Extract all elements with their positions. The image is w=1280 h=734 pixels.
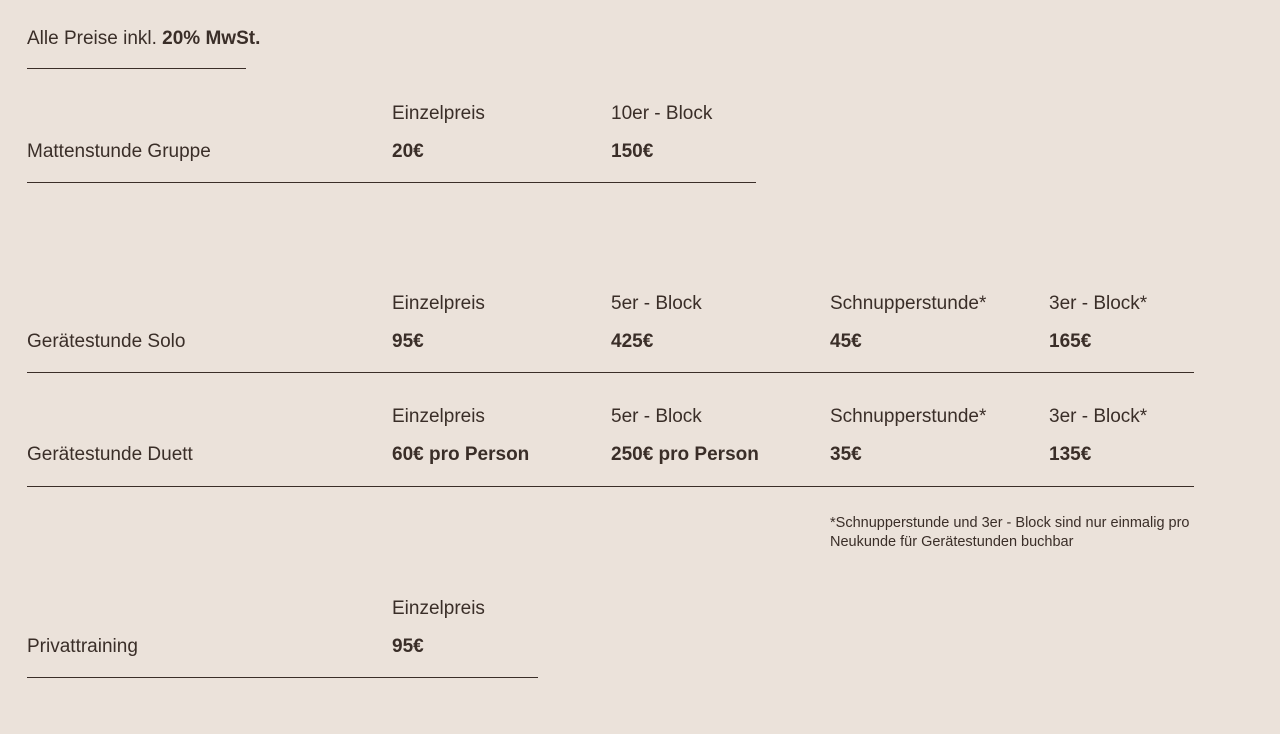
price-schnupperstunde: 45€ (830, 331, 862, 352)
intro-divider (27, 68, 246, 69)
header-5er-block: 5er - Block (611, 293, 702, 314)
vat-notice-rate: 20% MwSt. (162, 28, 261, 49)
price-einzelpreis: 95€ (392, 636, 424, 657)
header-einzelpreis: Einzelpreis (392, 598, 485, 619)
section-divider (27, 182, 756, 183)
service-name: Gerätestunde Duett (27, 444, 193, 465)
vat-notice (27, 27, 260, 51)
price-schnupperstunde: 35€ (830, 444, 862, 465)
price-3er-block: 165€ (1049, 331, 1092, 352)
service-name: Mattenstunde Gruppe (27, 141, 211, 162)
section-divider (27, 677, 538, 678)
header-einzelpreis: Einzelpreis (392, 103, 485, 124)
price-einzelpreis: 60€ pro Person (392, 444, 530, 465)
header-3er-block: 3er - Block* (1049, 293, 1148, 314)
header-10er-block: 10er - Block (611, 103, 713, 124)
section-divider (27, 486, 1194, 487)
service-name: Privattraining (27, 636, 138, 657)
section-divider (27, 372, 1194, 373)
header-3er-block: 3er - Block* (1049, 406, 1148, 427)
price-einzelpreis: 95€ (392, 331, 424, 352)
price-10er-block: 150€ (611, 141, 654, 162)
vat-notice-prefix: Alle Preise inkl. (27, 28, 157, 49)
footnote: *Schnupperstunde und 3er - Block sind nur einmalig pro Neukunde für Gerätestunden buchbar (830, 515, 1190, 550)
header-einzelpreis: Einzelpreis (392, 406, 485, 427)
price-einzelpreis: 20€ (392, 141, 424, 162)
header-schnupperstunde: Schnupperstunde* (830, 293, 987, 314)
header-einzelpreis: Einzelpreis (392, 293, 485, 314)
header-schnupperstunde: Schnupperstunde* (830, 406, 987, 427)
header-5er-block: 5er - Block (611, 406, 702, 427)
service-name: Gerätestunde Solo (27, 331, 186, 352)
price-5er-block: 425€ (611, 331, 654, 352)
price-5er-block: 250€ pro Person (611, 444, 759, 465)
price-3er-block: 135€ (1049, 444, 1092, 465)
